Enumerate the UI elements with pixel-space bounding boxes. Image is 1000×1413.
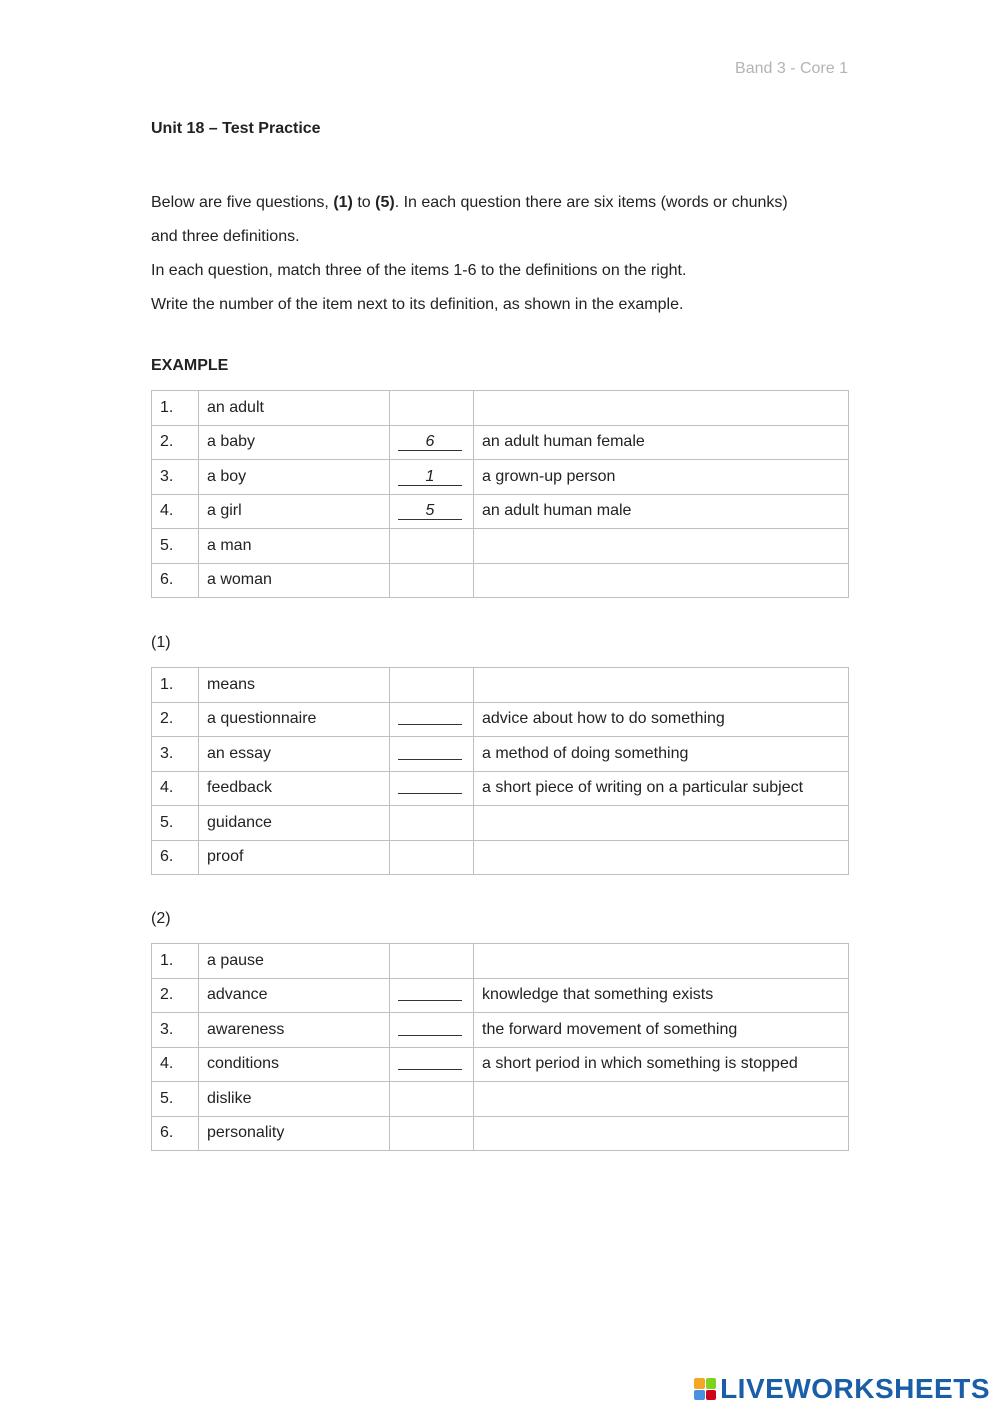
table-row [152,563,849,598]
band-label: Band 3 - Core 1 [735,60,848,77]
item-number: 5. [152,1082,199,1117]
item-word: guidance [199,806,390,841]
item-word: dislike [199,1082,390,1117]
instructions [151,186,851,322]
item-word: proof [199,840,390,875]
definition: an adult human male [474,494,849,529]
question-1-label: (1) [151,634,171,651]
answer-cell [390,1082,474,1117]
definition [474,1082,849,1117]
table-row [152,978,849,1013]
answer-cell [390,460,474,495]
item-word: a questionnaire [199,702,390,737]
definition [474,840,849,875]
instructions-line-4: Write the number of the item next to its definition, as shown in the example. [151,296,684,313]
item-number: 2. [152,702,199,737]
table-row [152,529,849,564]
question-1-table [151,667,849,875]
answer-blank[interactable] [398,708,462,725]
table-row [152,1116,849,1151]
item-number: 1. [152,391,199,426]
item-word: advance [199,978,390,1013]
logo-square-icon [694,1378,705,1389]
item-number: 4. [152,1047,199,1082]
item-number: 3. [152,460,199,495]
question-2-table [151,943,849,1151]
answer-cell [390,978,474,1013]
answer-cell [390,668,474,703]
answer-cell [390,563,474,598]
definition [474,668,849,703]
answer-cell [390,737,474,772]
question-2-label: (2) [151,910,171,927]
table-row [152,771,849,806]
definition: a short period in which something is stopped [474,1047,849,1082]
answer-blank[interactable] [398,743,462,760]
logo-text: LIVEWORKSHEETS [720,1373,990,1404]
answer-cell [390,771,474,806]
table-row [152,391,849,426]
definition: an adult human female [474,425,849,460]
table-row [152,460,849,495]
answer-cell [390,425,474,460]
definition: advice about how to do something [474,702,849,737]
item-number: 3. [152,737,199,772]
table-row [152,494,849,529]
table-row [152,702,849,737]
definition [474,391,849,426]
item-word: feedback [199,771,390,806]
answer-blank[interactable] [398,1019,462,1036]
definition [474,944,849,979]
item-word: awareness [199,1013,390,1048]
table-row [152,668,849,703]
logo-square-icon [694,1390,705,1401]
table-row [152,840,849,875]
table-row [152,1047,849,1082]
item-number: 2. [152,978,199,1013]
item-word: means [199,668,390,703]
logo-square-icon [706,1378,717,1389]
definition: a method of doing something [474,737,849,772]
logo-square-icon [706,1390,717,1401]
item-number: 4. [152,494,199,529]
answer-cell [390,1047,474,1082]
answer-cell [390,391,474,426]
table-row [152,425,849,460]
table-row [152,944,849,979]
example-label: EXAMPLE [151,357,229,374]
item-number: 6. [152,840,199,875]
answer-blank[interactable] [398,777,462,794]
item-number: 6. [152,1116,199,1151]
item-number: 5. [152,806,199,841]
item-word: a boy [199,460,390,495]
item-word: conditions [199,1047,390,1082]
answer-cell [390,1116,474,1151]
liveworksheets-logo[interactable] [694,1373,990,1405]
item-word: personality [199,1116,390,1151]
answer-cell [390,806,474,841]
answer-cell [390,1013,474,1048]
definition [474,529,849,564]
item-number: 1. [152,668,199,703]
item-word: a girl [199,494,390,529]
item-number: 1. [152,944,199,979]
table-row [152,1013,849,1048]
item-word: a baby [199,425,390,460]
definition [474,563,849,598]
definition: the forward movement of something [474,1013,849,1048]
item-number: 6. [152,563,199,598]
answer-blank[interactable] [398,984,462,1001]
item-word: a woman [199,563,390,598]
example-answer: 5 [398,503,462,520]
item-number: 5. [152,529,199,564]
instructions-line-2: and three definitions. [151,228,300,245]
instructions-line-3: In each question, match three of the items 1-6 to the definitions on the right. [151,262,687,279]
table-row [152,1082,849,1117]
example-answer: 6 [398,434,462,451]
definition [474,1116,849,1151]
example-table [151,390,849,598]
table-row [152,806,849,841]
table-row [152,737,849,772]
answer-cell [390,840,474,875]
definition: knowledge that something exists [474,978,849,1013]
answer-cell [390,702,474,737]
answer-cell [390,944,474,979]
instructions-line-1: Below are five questions, (1) to (5). In each question there are six items (words or chunks) [151,194,788,211]
definition: a short piece of writing on a particular subject [474,771,849,806]
answer-cell [390,529,474,564]
item-word: a man [199,529,390,564]
answer-blank[interactable] [398,1053,462,1070]
logo-mark-icon [694,1378,716,1400]
item-word: a pause [199,944,390,979]
definition: a grown-up person [474,460,849,495]
definition [474,806,849,841]
example-answer: 1 [398,469,462,486]
page-title: Unit 18 – Test Practice [151,120,321,137]
answer-cell [390,494,474,529]
item-number: 2. [152,425,199,460]
item-word: an adult [199,391,390,426]
item-word: an essay [199,737,390,772]
item-number: 3. [152,1013,199,1048]
item-number: 4. [152,771,199,806]
